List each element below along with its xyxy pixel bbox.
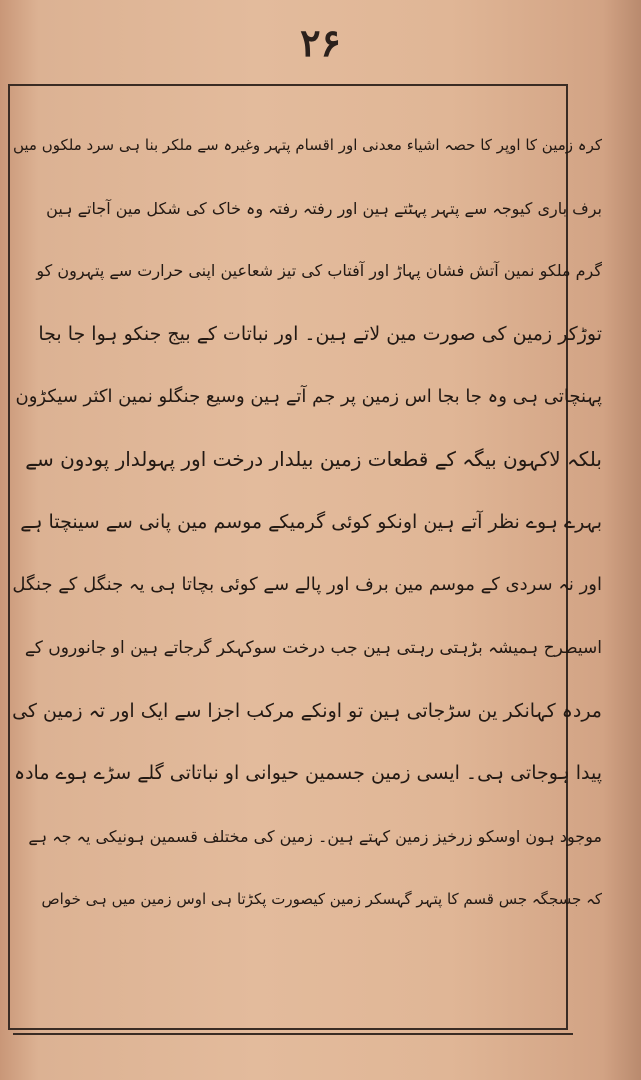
text-line: کرہ زمین کا اوپر کا حصہ اشیاء معدنی اور اقسام پتہر وغیرہ سے ملکر بنا ہی سرد ملکوں میں (12, 136, 602, 155)
page-number: ۲۶ (300, 20, 341, 65)
text-line: بلکہ لاکہون بیگہ کے قطعات زمین بیلدار درخت اور پہولدار پودون سے (25, 447, 602, 472)
text-line: برف باری کیوجہ سے پتہر پہٹتے ہین اور رفتہ رفتہ وہ خاک کی شکل مین آجاتے ہین (46, 198, 602, 218)
text-line: توڑکر زمین کی صورت مین لاتے ہین۔ اور نباتات کے بیج جنکو ہوا جا بجا (38, 322, 602, 345)
page-text (12, 114, 602, 994)
text-line: اسیطرح ہمیشہ بڑہتی رہتی ہین جب درخت سوکہکر گرجاتے ہین او جانوروں کے (24, 638, 602, 659)
text-line: پہنچاتی ہی وہ جا بجا اس زمین پر جم آتے ہین وسیع جنگلو نمین اکثر سیکڑون (15, 386, 602, 408)
text-line: گرم ملکو نمین آتش فشان پہاڑ اور آفتاب کی تیز شعاعین اپنی حرارت سے پتہرون کو (36, 261, 602, 281)
text-line: مردہ کہانکر ین سڑجاتی ہین تو اونکے مرکب اجزا سے ایک اور تہ زمین کی (12, 699, 602, 722)
text-line: اور نہ سردی کے موسم مین برف اور پالے سے کوئی بچاتا ہی یہ جنگل کے جنگل (12, 574, 602, 596)
text-line: بہرے ہوے نظر آتے ہین اونکو کوئی گرمیکے موسم مین پانی سے سینچتا ہے (20, 511, 602, 534)
text-line: پیدا ہوجاتی ہی۔ ایسی زمین جسمین حیوانی او نباتاتی گلے سڑے ہوے مادہ (13, 762, 602, 785)
text-line: کہ جسجگہ جس قسم کا پتہر گہسکر زمین کیصورت پکڑتا ہی اوس زمین میں ہی خواص (41, 889, 602, 908)
text-line: موجود ہون اوسکو زرخیز زمین کہتے ہین۔ زمین کی مختلف قسمین ہونیکی یہ جہ ہے (28, 826, 602, 846)
